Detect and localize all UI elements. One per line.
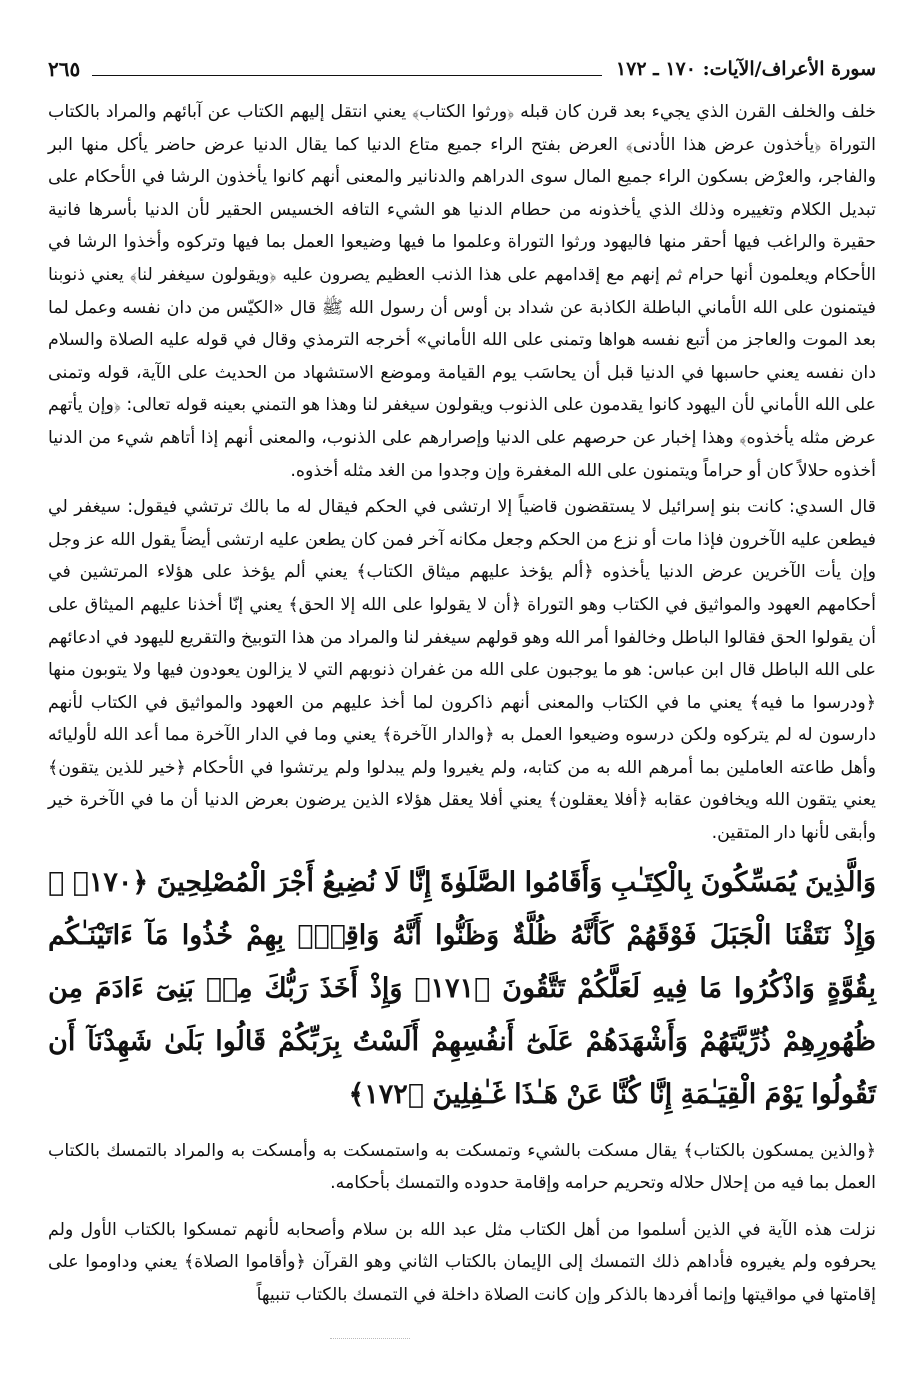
page-number: ٢٦٥: [48, 57, 81, 81]
commentary-paragraph-1: خلف والخلف القرن الذي يجيء بعد قرن كان قبله ﴿ورثوا الكتاب﴾ يعني انتقل إليهم الكتاب عن آبائهم والمراد بالكتاب التوراة ﴿يأخذون عرض هذا الأدنى﴾ العرض بفتح الراء جميع متاع الدنيا كما يقال الدنيا عرض حاضر يأكل منها البر والفاجر، والعرْض بسكون الراء جميع المال سوى الدراهم والدنانير والمعنى أنهم كانوا يأخذون الرشا في الأحكام على تبديل الكلام وتغييره وذلك الذي يأخذونه من حطام الدنيا هو الشيء التافه الخسيس الحقير لأن الدنيا بأسرها فانية حقيرة والراغب فيها أحقر منها فاليهود ورثوا التوراة وعلموا ما فيها وضيعوا العمل بما فيها وتركوه وأخذوا الرشا في الأحكام ويعلمون أنها حرام ثم إنهم مع إقدامهم على هذا الذنب العظيم يصرون عليه ﴿ويقولون سيغفر لنا﴾ يعني ذنوبنا فيتمنون على الله الأماني الباطلة الكاذبة عن شداد بن أوس أن رسول الله ﷺ قال «الكيّس من دان نفسه وعمل لما بعد الموت والعاجز من أتبع نفسه هواها وتمنى على الله الأماني» أخرجه الترمذي وقال في قوله عليه الصلاة والسلام دان نفسه يعني حاسبها في الدنيا قبل أن يحاسَب يوم القيامة وموضع الاستشهاد من الحديث على الآية، قوله وتمنى على الله الأماني لأن اليهود كانوا يقدمون على الذنوب ويقولون سيغفر لنا وهذا هو التمني بعينه قوله تعالى: ﴿وإن يأتهم عرض مثله يأخذوه﴾ وهذا إخبار عن حرصهم على الدنيا وإصرارهم على الذنوب، والمعنى أنهم إذا أتاهم شيء من الدنيا أخذوه حلالاً كان أو حراماً ويتمنون على الله المغفرة وإن وجدوا من الغد مثله أخذوه.: [48, 102, 876, 481]
header-rule: [92, 75, 602, 76]
quran-verses-170-172: وَالَّذِينَ يُمَسِّكُونَ بِالْكِتَـٰبِ وَأَقَامُوا الصَّلَوٰةَ إِنَّا لَا نُضِيعُ أَجْرَ الْمُصْلِحِينَ ﴿١٧٠﴾ ۞ وَإِذْ نَتَقْنَا الْجَبَلَ فَوْقَهُمْ كَأَنَّهُ ظُلَّةٌ وَظَنُّوا أَنَّهُ وَاقِعٌۢ بِهِمْ خُذُوا مَآ ءَاتَيْنَـٰكُم بِقُوَّةٍ وَاذْكُرُوا مَا فِيهِ لَعَلَّكُمْ تَتَّقُونَ ﴿١٧١﴾ وَإِذْ أَخَذَ رَبُّكَ مِنۢ بَنِىٓ ءَادَمَ مِن ظُهُورِهِمْ ذُرِّيَّتَهُمْ وَأَشْهَدَهُمْ عَلَىٰٓ أَنفُسِهِمْ أَلَسْتُ بِرَبِّكُمْ قَالُوا بَلَىٰ شَهِدْنَآ أَن تَقُولُوا يَوْمَ الْقِيَـٰمَةِ إِنَّا كُنَّا عَنْ هَـٰذَا غَـٰفِلِينَ ﴿١٧٢﴾: [48, 866, 876, 1110]
commentary-paragraph-2: قال السدي: كانت بنو إسرائيل لا يستقضون قاضياً إلا ارتشى في الحكم فيقال له ما بالك ترتشي فيقول: سيغفر لي فيطعن عليه الآخرون فإذا مات أو نزع من الحكم وجعل مكانه آخر فمن كان يطعن عليه ارتشى أيضاً يقول الله عز وجل وإن يأت الآخرين عرض الدنيا يأخذوه ﴿ألم يؤخذ عليهم ميثاق الكتاب﴾ يعني ألم يؤخذ على هؤلاء المرتشين في أحكامهم العهود والمواثيق في الكتاب وهو التوراة ﴿أن لا يقولوا على الله إلا الحق﴾ يعني إنّا أخذنا عليهم الميثاق على أن يقولوا الحق فقالوا الباطل وخالفوا أمر الله وهو قولهم سيغفر لنا والمراد من هذا التوبيخ والتقريع لليهود في ادعائهم على الله الباطل قال ابن عباس: هو ما يوجبون على الله من غفران ذنوبهم التي لا يزالون يعودون فيها ولا يتوبون منها ﴿ودرسوا ما فيه﴾ يعني ما في الكتاب والمعنى أنهم ذاكرون لما أخذ عليهم من العهود والمواثيق في الكتاب لأنهم دارسون له لم يتركوه ولكن درسوه وضيعوا العمل به ﴿والدار الآخرة﴾ يعني وما في الدار الآخرة مما أعد الله لأوليائه وأهل طاعته العاملين بما أمرهم الله به من كتابه، ولم يغيروا ولم يبدلوا ولم يرتشوا في الأحكام ﴿خير للذين يتقون﴾ يعني يتقون الله ويخافون عقابه ﴿أفلا يعقلون﴾ يعني أفلا يعقل هؤلاء الذين يرضون بعرض الدنيا أن ما في الآخرة خير وأبقى لأنها دار المتقين.: [48, 497, 876, 844]
page-bottom-mark: [330, 1338, 410, 1339]
commentary-paragraph-4: نزلت هذه الآية في الذين أسلموا من أهل الكتاب مثل عبد الله بن سلام وأصحابه لأنهم تمسكوا بالكتاب الأول ولم يحرفوه ولم يغيروه فأداهم ذلك التمسك إلى الإيمان بالكتاب الثاني وهو القرآن ﴿وأقاموا الصلاة﴾ يعني وداوموا على إقامتها في مواقيتها وإنما أفردها بالذكر وإن كانت الصلاة داخلة في التمسك بالكتاب تنبيهاً: [48, 1219, 876, 1306]
surah-verses-title: سورة الأعراف/الآيات: ١٧٠ ـ ١٧٢: [615, 58, 876, 80]
commentary-paragraph-3: ﴿والذين يمسكون بالكتاب﴾ يقال مسكت بالشيء وتمسكت به واستمسكت به وأمسكت به والمراد بالتمسك بالكتاب العمل بما فيه من إحلال حلاله وتحريم حرامه وإقامة حدوده والتمسك بأحكامه.: [48, 1140, 876, 1194]
running-header: [48, 52, 876, 86]
